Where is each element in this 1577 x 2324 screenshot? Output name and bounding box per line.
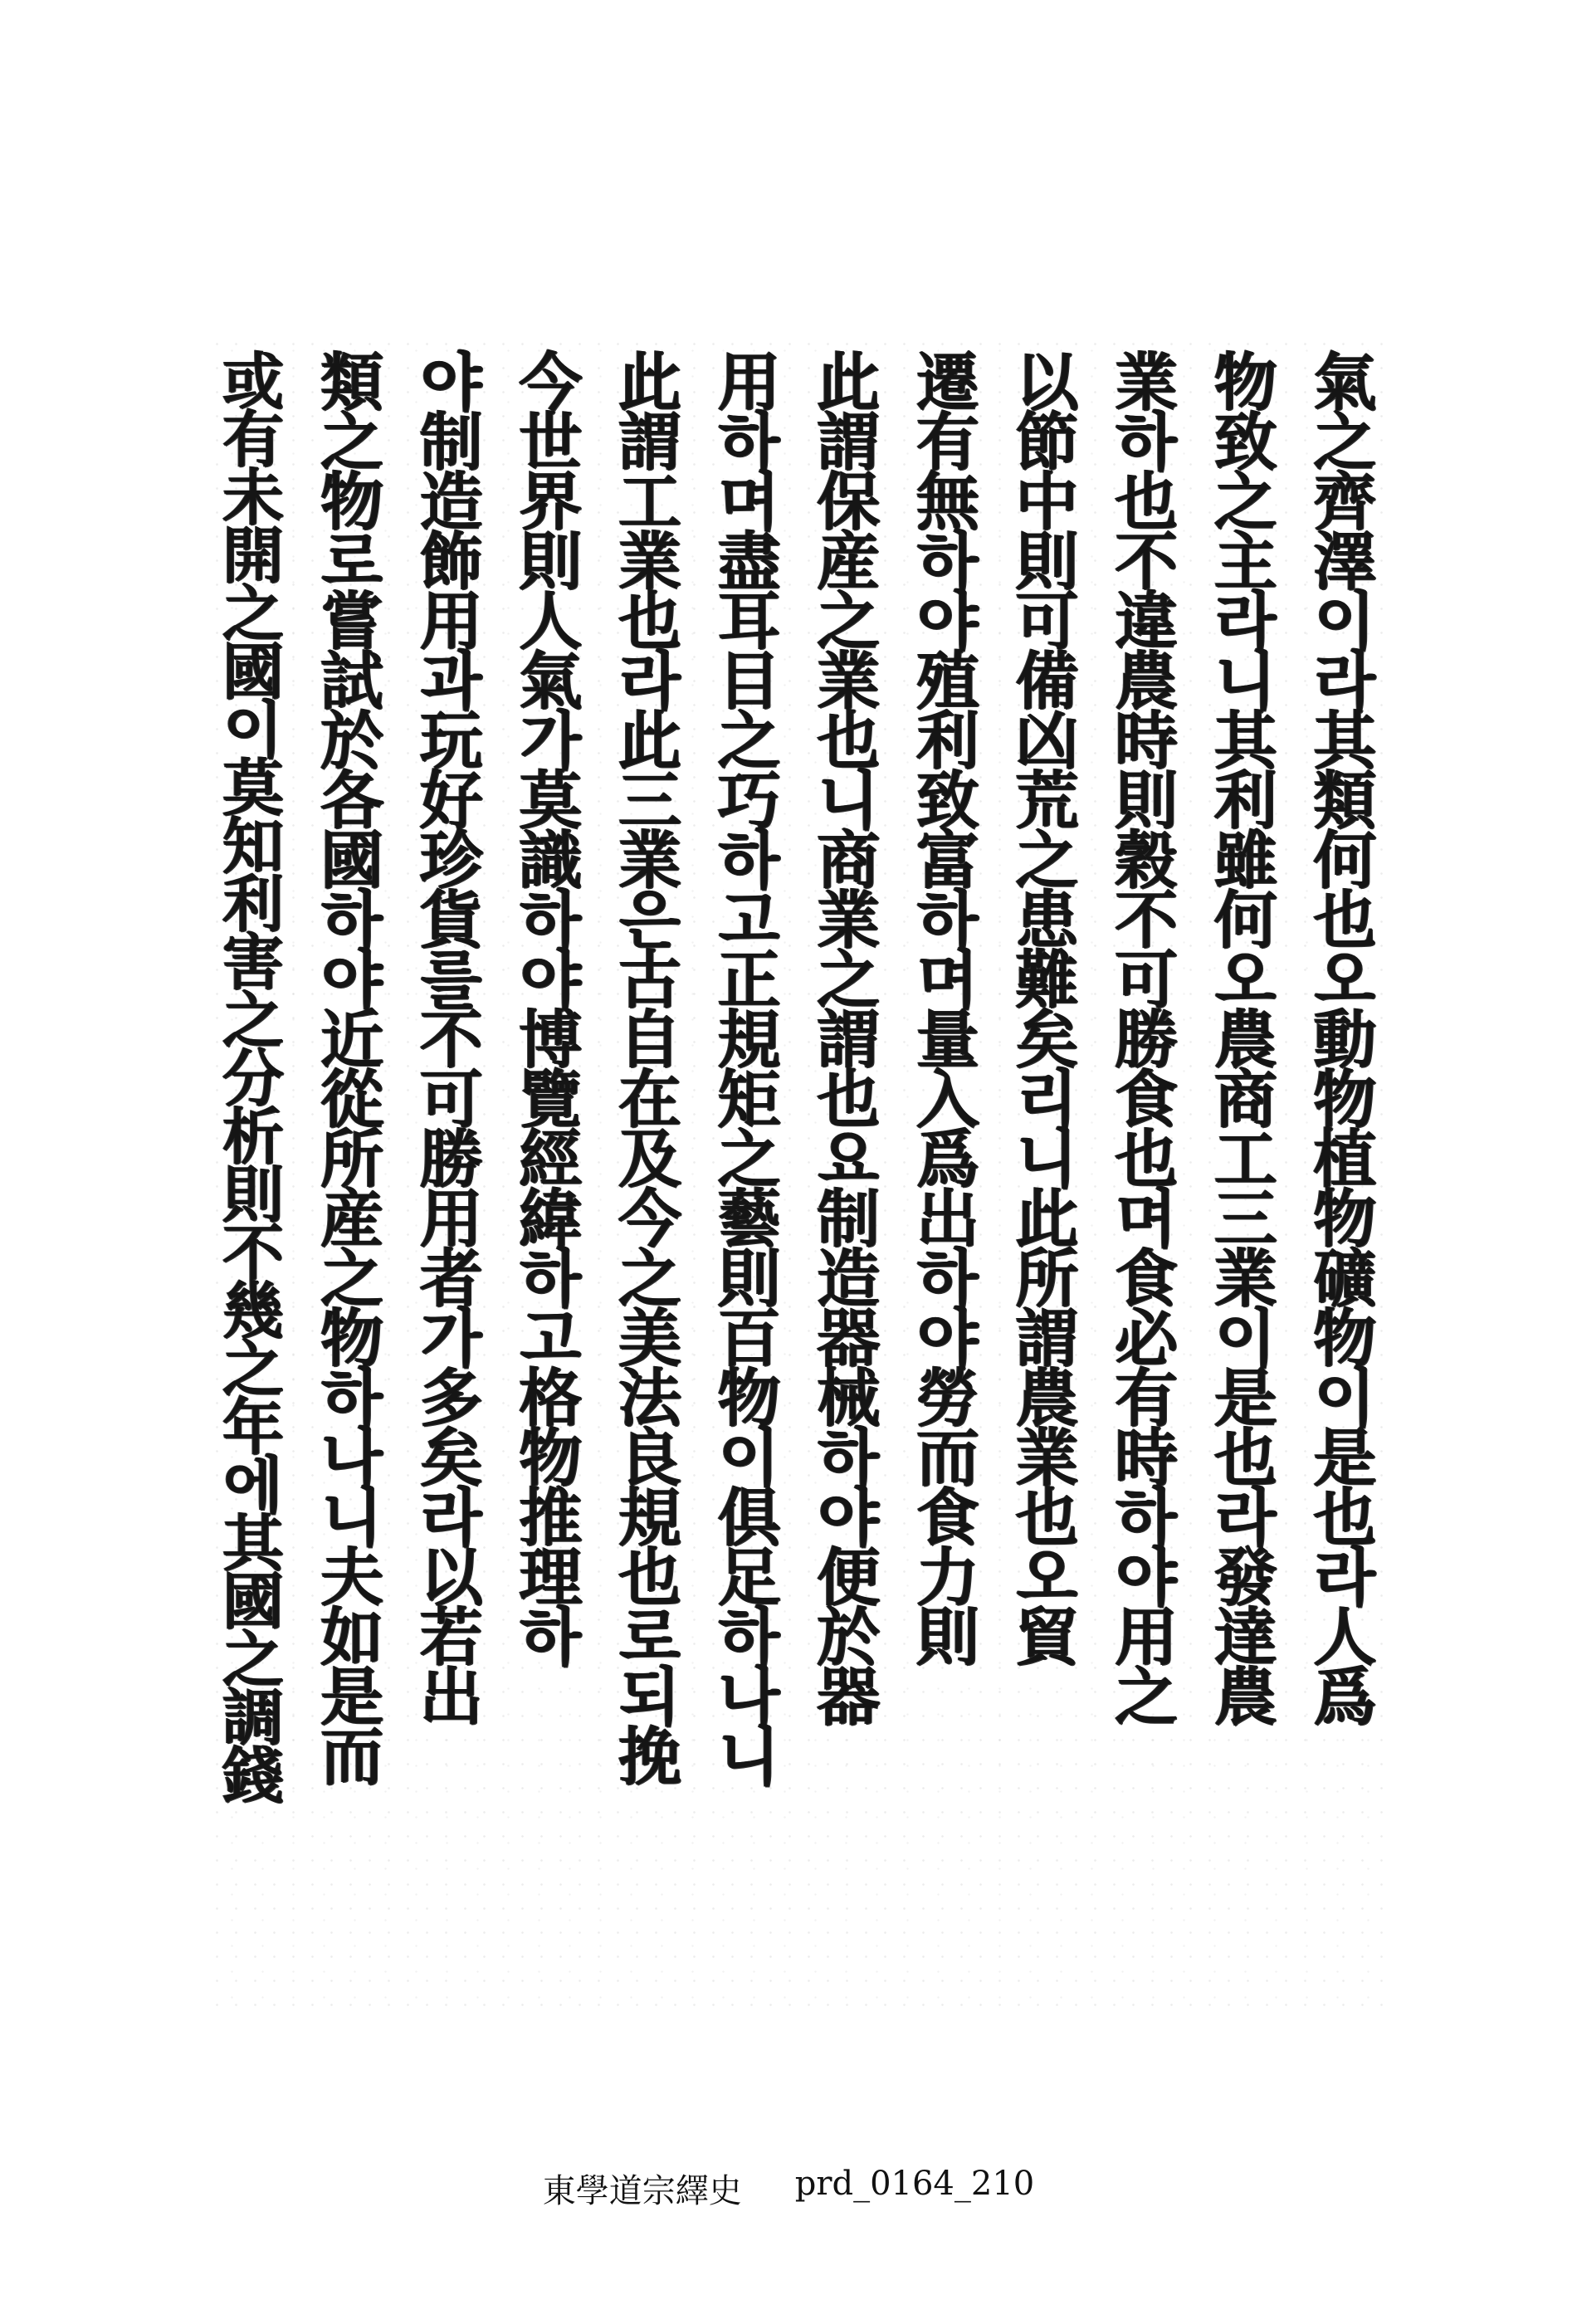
footer-title: 東學道宗繹史 [542, 2172, 742, 2210]
manuscript-column-2: 物致之主라니其利雖何오農商工三業이是也라發達農 [1204, 349, 1278, 1723]
handwritten-manuscript [212, 349, 1377, 1992]
manuscript-column-1: 氣之齊澤이라其類何也오動物植物礦物이是也라人爲 [1302, 349, 1377, 1723]
footer-page-code: prd_0164_210 [794, 2165, 1035, 2203]
manuscript-column-9: 今世界則人氣가莫識하야博覽經緯하고格物推理하 [508, 349, 583, 1663]
page-footer [0, 2165, 1577, 2212]
manuscript-column-10: 야制造飾用과玩好珍貨를不可勝用者가多矣라以若出 [409, 349, 484, 1723]
manuscript-column-6: 此謂保産之業也니商業之謂也요制造器械하야便於器 [806, 349, 881, 1723]
manuscript-column-11: 類之物로嘗試於各國하야近從所産之物하나니夫如是而 [310, 349, 384, 1783]
manuscript-column-4: 以節中則可備凶荒之患難矣리니此所謂農業也오貿 [1005, 349, 1079, 1663]
manuscript-column-8: 此謂工業也라此三業은古自在及今之美法良規也로되挽 [608, 349, 682, 1783]
manuscript-column-7: 用하며盡耳目之巧하고正規矩之藝則百物이俱足하나니 [707, 349, 782, 1783]
manuscript-column-12: 或有未開之國이莫知利害之分析則不幾之年에其國之調錢 [212, 349, 284, 1801]
manuscript-column-3: 業하也不違農時則穀不可勝食也며食必有時하야用之 [1104, 349, 1179, 1723]
manuscript-column-5: 遷有無하야殖利致富하며量入爲出하야勞而食力則 [906, 349, 980, 1663]
